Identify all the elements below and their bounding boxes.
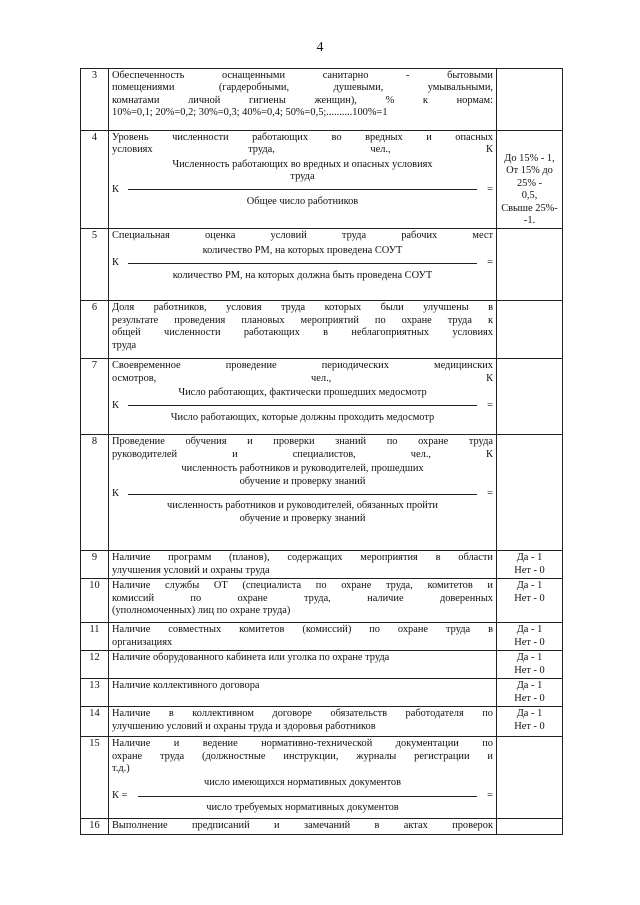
page-number: 4 (316, 40, 324, 55)
table-row (81, 229, 563, 301)
criterion-line: (уполномоченных) лиц по охране труда) (112, 605, 291, 617)
criterion-line: помещениями (гардеробными, душевыми, умывальными, (112, 82, 493, 94)
criterion-line: Наличие в коллективном договоре обязательств работодателя по (112, 708, 493, 720)
criterion-line: Специальная оценка условий труда рабочих мест (112, 230, 493, 242)
criterion-text (109, 359, 497, 435)
formula (112, 777, 493, 814)
formula-line (112, 257, 493, 269)
row-number: 11 (81, 623, 109, 651)
formula-k: К (112, 488, 119, 500)
row-number: 5 (81, 229, 109, 301)
score-line: От 15% до 25% - (506, 165, 553, 189)
criterion-line: комнатами личной гигиены женщин), % к нормам: (112, 94, 493, 106)
formula-line (112, 184, 493, 196)
table-row (81, 435, 563, 551)
criterion-text (109, 69, 497, 131)
row-number: 9 (81, 551, 109, 579)
fraction-bar (128, 263, 477, 264)
formula-denominator: количество РМ, на которых должна быть проведена СОУТ (172, 269, 433, 281)
criterion-line: Выполнение предписаний и замечаний в актах проверок (112, 819, 493, 831)
row-number: 6 (81, 301, 109, 359)
score-cell (497, 229, 563, 301)
criterion-line: Наличие совместных комитетов (комиссий) по охране труда в (112, 624, 493, 636)
criterion-line: организациях (112, 636, 173, 648)
criterion-text (109, 737, 497, 818)
criterion-text (109, 579, 497, 623)
criterion-text (109, 301, 497, 359)
criterion-text (109, 679, 497, 707)
score-cell (497, 131, 563, 229)
formula (112, 387, 493, 424)
score-line: Нет - 0 (514, 720, 545, 732)
score-line: Да - 1 (516, 580, 543, 592)
criterion-line: улучшению условий и охраны труда и здоровья работников (112, 720, 376, 732)
score-line: 0,5, (521, 190, 538, 202)
score-cell (497, 737, 563, 818)
criterion-text (109, 623, 497, 651)
fraction-bar (128, 494, 477, 495)
score-cell (497, 651, 563, 679)
formula-k: К = (112, 789, 128, 801)
formula-k: К (112, 257, 119, 269)
formula-numerator: обучение и проверку знаний (239, 475, 366, 487)
criterion-text (109, 551, 497, 579)
score-cell (497, 551, 563, 579)
table-row (81, 301, 563, 359)
criterion-line: результате проведения плановых мероприятий по охране труда к (112, 314, 493, 326)
fraction-bar (128, 405, 477, 406)
criterion-text (109, 435, 497, 551)
row-number: 10 (81, 579, 109, 623)
formula-numerator: численность работников и руководителей, прошедших (181, 463, 424, 475)
criterion-line: т.д.) (112, 763, 130, 775)
formula-numerator: число имеющихся нормативных документов (203, 777, 401, 789)
row-number: 13 (81, 679, 109, 707)
criterion-line: труда (112, 339, 137, 351)
row-number: 4 (81, 131, 109, 229)
score-cell (497, 359, 563, 435)
formula (112, 463, 493, 525)
criterion-line: Своевременное проведение периодических медицинских (112, 360, 493, 372)
formula-numerator: количество РМ, на которых проведена СОУТ (202, 244, 403, 256)
score-cell (497, 435, 563, 551)
score-line: Свыше 25%- -1. (501, 202, 558, 227)
formula-line (112, 790, 493, 802)
table-row (81, 707, 563, 737)
score-line: Нет - 0 (514, 664, 545, 676)
score-line: Нет - 0 (514, 592, 545, 604)
score-line: Нет - 0 (514, 636, 545, 648)
criterion-text (109, 651, 497, 679)
score-line: До 15% - 1, (504, 153, 555, 164)
fraction-bar (138, 796, 477, 797)
formula-line (112, 488, 493, 500)
score-line: Да - 1 (516, 708, 543, 720)
criterion-line: общей численности работающих в неблагоприятных условиях (112, 327, 493, 339)
formula-equals: = (487, 488, 493, 500)
criterion-line: условиях труда, чел., К (112, 144, 493, 156)
row-number: 16 (81, 818, 109, 834)
formula (112, 245, 493, 282)
formula-equals: = (487, 399, 493, 411)
table-row (81, 737, 563, 818)
criterion-line: 10%=0,1; 20%=0,2; 30%=0,3; 40%=0,4; 50%=0,5;..........100%=1 (112, 107, 388, 119)
table-row (81, 551, 563, 579)
criterion-line: Наличие и ведение нормативно-технической документации по (112, 738, 493, 750)
score-cell (497, 818, 563, 834)
criterion-line: Проведение обучения и проверки знаний по охране труда (112, 436, 493, 448)
criterion-text (109, 229, 497, 301)
criterion-text (109, 131, 497, 229)
row-number: 8 (81, 435, 109, 551)
criterion-text (109, 818, 497, 834)
score-cell (497, 679, 563, 707)
formula-line (112, 400, 493, 412)
formula-numerator: Численность работающих во вредных и опасных условиях (172, 158, 433, 170)
criterion-text (109, 707, 497, 737)
formula-denominator: обучение и проверку знаний (239, 512, 366, 524)
row-number: 7 (81, 359, 109, 435)
row-number: 3 (81, 69, 109, 131)
table-row (81, 623, 563, 651)
criterion-line: комиссий по охране труда, наличие доверенных (112, 592, 493, 604)
formula-denominator: Общее число работников (246, 196, 359, 208)
criterion-line: Наличие службы ОТ (специалиста по охране труда, комитетов и (112, 580, 493, 592)
formula-denominator: численность работников и руководителей, обязанных пройти (167, 500, 438, 512)
score-cell (497, 301, 563, 359)
score-cell (497, 579, 563, 623)
formula-denominator: Число работающих, которые должны проходить медосмотр (170, 412, 435, 424)
formula-k: К (112, 183, 119, 195)
criteria-table (80, 68, 563, 835)
table-row (81, 651, 563, 679)
criterion-line: улучшения условий и охраны труда (112, 564, 270, 576)
criterion-line: Доля работников, условия труда которых были улучшены в (112, 302, 493, 314)
score-cell (497, 623, 563, 651)
criterion-line: Уровень численности работающих во вредных и опасных (112, 132, 493, 143)
score-line: Да - 1 (516, 680, 543, 692)
criterion-line: Наличие оборудованного кабинета или уголка по охране труда (112, 652, 390, 664)
criterion-line: Обеспеченность оснащенными санитарно - бытовыми (112, 70, 493, 81)
row-number: 14 (81, 707, 109, 737)
formula-numerator: труда (290, 171, 315, 183)
formula-equals: = (487, 257, 493, 269)
formula-numerator: Число работающих, фактически прошедших медосмотр (178, 387, 427, 399)
table-row (81, 131, 563, 229)
table-row (81, 679, 563, 707)
score-line: Нет - 0 (514, 564, 545, 576)
criterion-line: охране труда (должностные инструкции, журналы регистрации и (112, 750, 493, 762)
row-number: 15 (81, 737, 109, 818)
row-number: 12 (81, 651, 109, 679)
table-row (81, 69, 563, 131)
criterion-line: осмотров, чел., К (112, 372, 493, 384)
table-row (81, 579, 563, 623)
table-row (81, 359, 563, 435)
criterion-line: Наличие программ (планов), содержащих мероприятия в области (112, 552, 493, 564)
score-line: Да - 1 (516, 652, 543, 664)
criterion-line: Наличие коллективного договора (112, 680, 260, 692)
score-line: Да - 1 (516, 624, 543, 636)
fraction-bar (128, 189, 477, 190)
score-cell (497, 69, 563, 131)
score-line: Нет - 0 (514, 692, 545, 704)
formula-equals: = (487, 789, 493, 801)
formula (112, 159, 493, 209)
score-cell (497, 707, 563, 737)
table-row (81, 818, 563, 834)
formula-k: К (112, 399, 119, 411)
formula-equals: = (487, 183, 493, 195)
formula-denominator: число требуемых нормативных документов (206, 802, 399, 814)
score-line: Да - 1 (516, 552, 543, 564)
criterion-line: руководителей и специалистов, чел., К (112, 448, 493, 460)
